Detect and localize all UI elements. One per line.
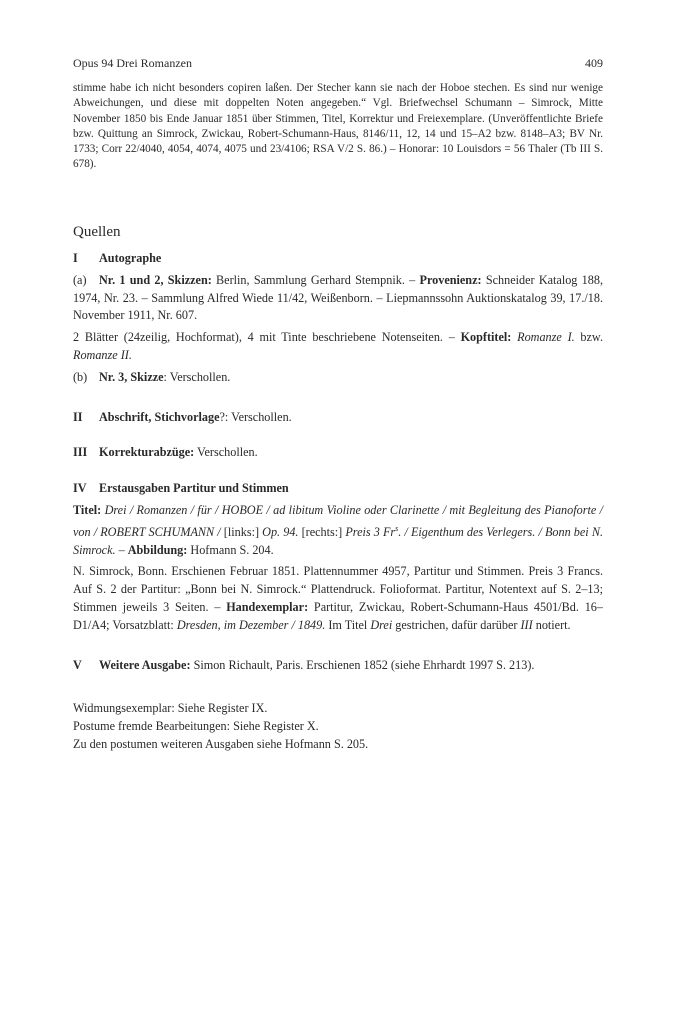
section-title: Erstausgaben Partitur und Stimmen [99,481,289,496]
item-label: (a) [73,272,87,287]
autograph-description: 2 Blätter (24zeilig, Hochformat), 4 mit Tinte beschriebene Notenseiten. – Kopftitel: Romanze I. bzw. Romanze II. [73,330,603,362]
quellen-section [73,223,603,754]
section-weitere-ausgabe: V Weitere Ausgabe: Simon Richault, Paris. Erschienen 1852 (siehe Ehrhardt 1997 S. 213). [73,657,535,672]
footer-line: Zu den postumen weiteren Ausgaben siehe Hofmann S. 205. [73,737,369,751]
header-title: Opus 94 Drei Romanzen [73,56,192,70]
item-label: (b) [73,369,88,384]
intro-paragraph: stimme habe ich nicht besonders copiren laßen. Der Stecher kann sie nach der Hoboe stechen. Es sind nur wenige Abweichungen, und diese mit doppelten Noten angegeben.“ Vgl. Briefwechsel Schumann – Simrock, Mitte November 1850 bis Ende Januar 1851 über Stimmen, Titel, Korrektur und Freiexemplare. (Unveröffentlichte Briefe bzw. Quittung an Simrock, Zwickau, Robert-Schumann-Haus, 8146/11, 12, 14 und 15–A2 bzw. 8148–A3; BV Nr. 1733; Corr 22/4040, 4054, 4074, 4075 und 23/4106; RSA V/2 S. 86.) – Honorar: 10 Louisdors = 56 Thaler (Tb III S. 678). [73,82,603,171]
edition-paragraph: N. Simrock, Bonn. Erschienen Februar 1851. Plattennummer 4957, Partitur und Stimmen. Preis 3 Francs. Auf S. 2 der Partitur: „Bonn bei N. Simrock.“ Plattendruck. Folioformat. Partitur, Notentext auf S. 2–13; Stimmen jeweils 3 Seiten. – Handexemplar: Partitur, Zwickau, Robert-Schumann-Haus 4501/Bd. 16–D1/A4; Vorsatzblatt: Dresden, im Dezember / 1849. Im Titel Drei gestrichen, dafür darüber III notiert. [73,564,603,632]
section-number: I [73,251,78,265]
section-abschrift: II Abschrift, Stichvorlage?: Verschollen. [73,409,292,424]
quellen-heading: Quellen [73,224,121,240]
titel-paragraph: Titel: Drei / Romanzen / für / HOBOE / ad libitum Violine oder Clarinette / mit Begleitung des Pianoforte / von / ROBERT SCHUMANN / [links:] Op. 94. [rechts:] Preis 3 Fr$^s$. / Eigenthum des Verlegers. / Bonn bei N. Simrock. – Abbildung: Hofmann S. 204. [73,502,603,557]
footer-line: Widmungsexemplar: Siehe Register IX. [73,701,268,716]
autograph-b: (b) Nr. 3, Skizze: Verschollen. [73,369,603,387]
footer-line: Postume fremde Bearbeitungen: Siehe Register X. [73,719,319,734]
section-erstausgaben: IV Erstausgaben Partitur und Stimmen Titel: Drei / Romanzen / für / HOBOE / ad libitum Violine oder Clarinette / mit Begleitung des Pianoforte / von / ROBERT SCHUMANN / [links:] Op. 94. [rechts:] Preis 3 Fr$^s$. / Eigenthum des Verlegers. / Bonn bei N. Simrock. – Abbildung: Hofmann S. 204. N. Simrock, Bonn. Erschienen Februar 1851. Plattennummer 4957, Partitur und Stimmen. Preis 3 Francs. Auf S. 2 der Partitur: „Bonn bei N. Simrock.“ Plattendruck. Folioformat. Partitur, Notentext auf S. 2–13; Stimmen jeweils 3 Seiten. – Handexemplar: Partitur, Zwickau, Robert-Schumann-Haus 4501/Bd. 16–D1/A4; Vorsatzblatt: Dresden, im Dezember / 1849. Im Titel Drei gestrichen, dafür darüber III notiert. [73,480,603,634]
section-korrektur: III Korrekturabzüge: Verschollen. [73,445,258,460]
footer-notes [73,700,603,753]
section-title: Autographe [99,251,162,265]
page-number: 409 [585,56,603,70]
autograph-a: (a) Nr. 1 und 2, Skizzen: Berlin, Sammlung Gerhard Stempnik. – Provenienz: Schneider Katalog 188, 1974, Nr. 23. – Sammlung Alfred Wiede 11/42, Weißenborn. – Liepmannssohn Auktionskatalog 39, 17./18. November 1911, Nr. 607. [73,272,603,323]
section-autographe [73,250,603,387]
